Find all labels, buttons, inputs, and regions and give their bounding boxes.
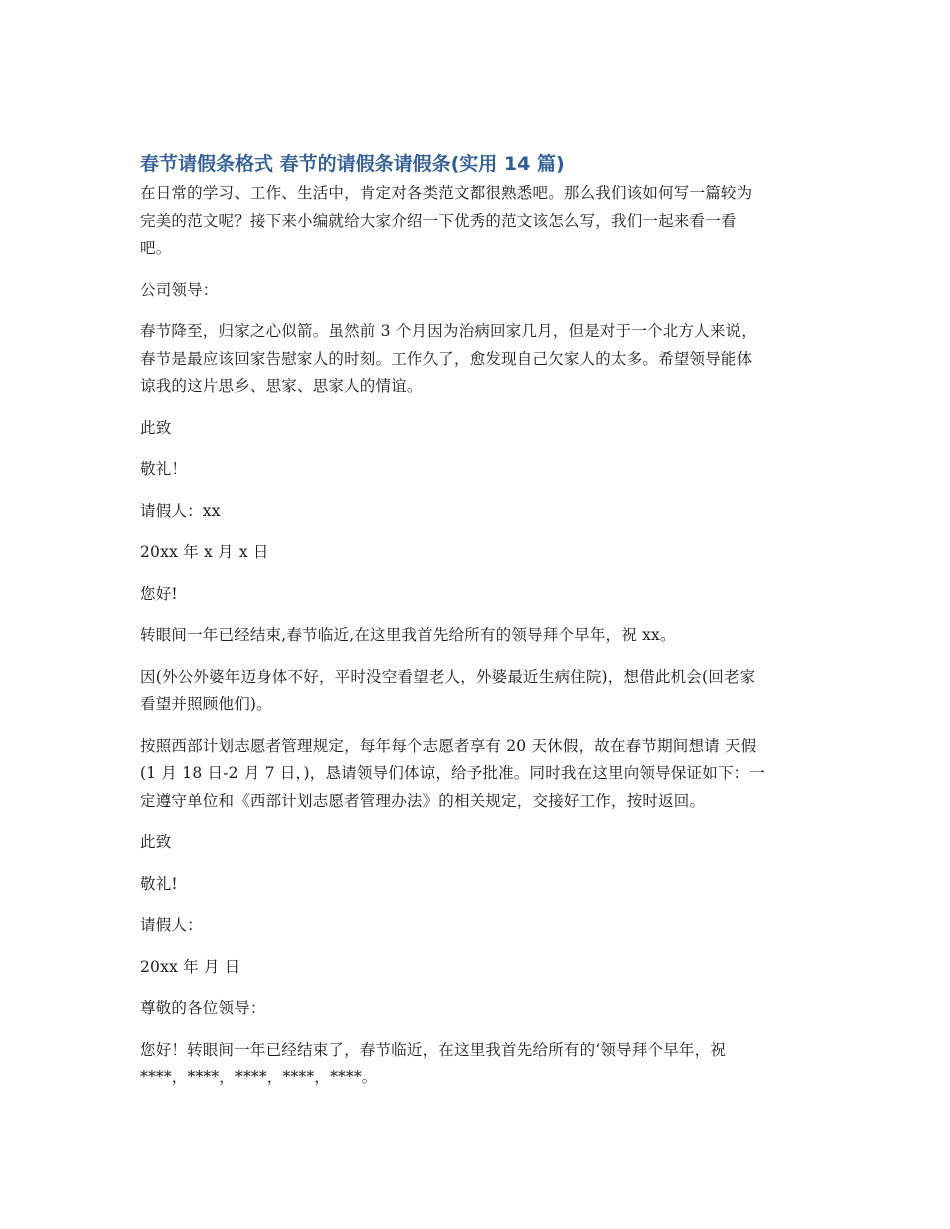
paragraph-line: 敬礼! [140,874,178,893]
paragraph [140,871,812,899]
paragraph-line: 您好！转眼间一年已经结束了，春节临近，在这里我首先给所有的‘领导拜个早年，祝 [140,1040,727,1059]
paragraph-line: 您好! [140,584,178,603]
paragraph-line: 定遵守单位和《西部计划志愿者管理办法》的相关规定，交接好工作，按时返回。 [140,791,706,810]
paragraph-line: 吧。 [140,239,172,257]
paragraph-line: ****，****，****，****，****。 [140,1068,378,1086]
paragraph-line: 在日常的学习、工作、生活中，肯定对各类范文都很熟悉吧。那么我们该如何写一篇较为 [140,184,753,202]
paragraph [140,995,812,1023]
paragraph [140,664,812,719]
paragraph-line: 此致 [140,833,172,851]
paragraph [140,733,812,816]
paragraph [140,277,812,305]
paragraph-line: 此致 [140,418,172,437]
paragraph [140,1037,812,1092]
paragraph-line: 敬礼！ [140,460,188,478]
paragraph-line: 按照西部计划志愿者管理规定，每年每个志愿者享有 20 天休假，故在春节期间想请 天假 [140,736,757,755]
paragraph-line: 春节降至，归家之心似箭。虽然前 3 个月因为治病回家几月，但是对于一个北方人来说， [140,322,757,340]
document-page [140,150,812,1106]
paragraph-line: 完美的范文呢？接下来小编就给大家介绍一下优秀的范文该怎么写，我们一起来看一看 [140,211,737,230]
paragraph [140,622,812,650]
paragraph [140,180,812,263]
paragraph [140,415,812,443]
paragraph-line: 谅我的这片思乡、思家、思家人的情谊。 [140,377,423,395]
paragraph-line: 请假人： [140,916,203,934]
paragraph-line: 尊敬的各位领导： [140,999,266,1017]
paragraph [140,498,812,526]
paragraph-line: (1 月 18 日-2 月 7 日，)，恳请领导们体谅，给予批准。同时我在这里向领导保证如下：一 [140,764,766,782]
paragraph [140,954,812,982]
paragraph-line: 20xx 年 x 月 x 日 [140,543,269,561]
document-body [140,180,812,1092]
paragraph-line: 看望并照顾他们)。 [140,695,272,713]
paragraph-line: 请假人：xx [140,501,221,520]
paragraph [140,318,812,401]
paragraph-line: 春节是最应该回家告慰家人的时刻。工作久了，愈发现自己欠家人的太多。希望领导能体 [140,349,753,368]
paragraph-line: 转眼间一年已经结束,春节临近,在这里我首先给所有的领导拜个早年，祝 xx。 [140,626,676,644]
paragraph-line: 20xx 年 月 日 [140,957,241,976]
paragraph [140,829,812,857]
paragraph [140,539,812,567]
paragraph [140,912,812,940]
paragraph [140,456,812,484]
paragraph-line: 公司领导： [140,280,219,299]
paragraph [140,581,812,609]
paragraph-line: 因(外公外婆年迈身体不好，平时没空看望老人，外婆最近生病住院)，想借此机会(回老家 [140,667,756,686]
document-title: 春节请假条格式 春节的请假条请假条(实用 14 篇) [140,153,565,175]
